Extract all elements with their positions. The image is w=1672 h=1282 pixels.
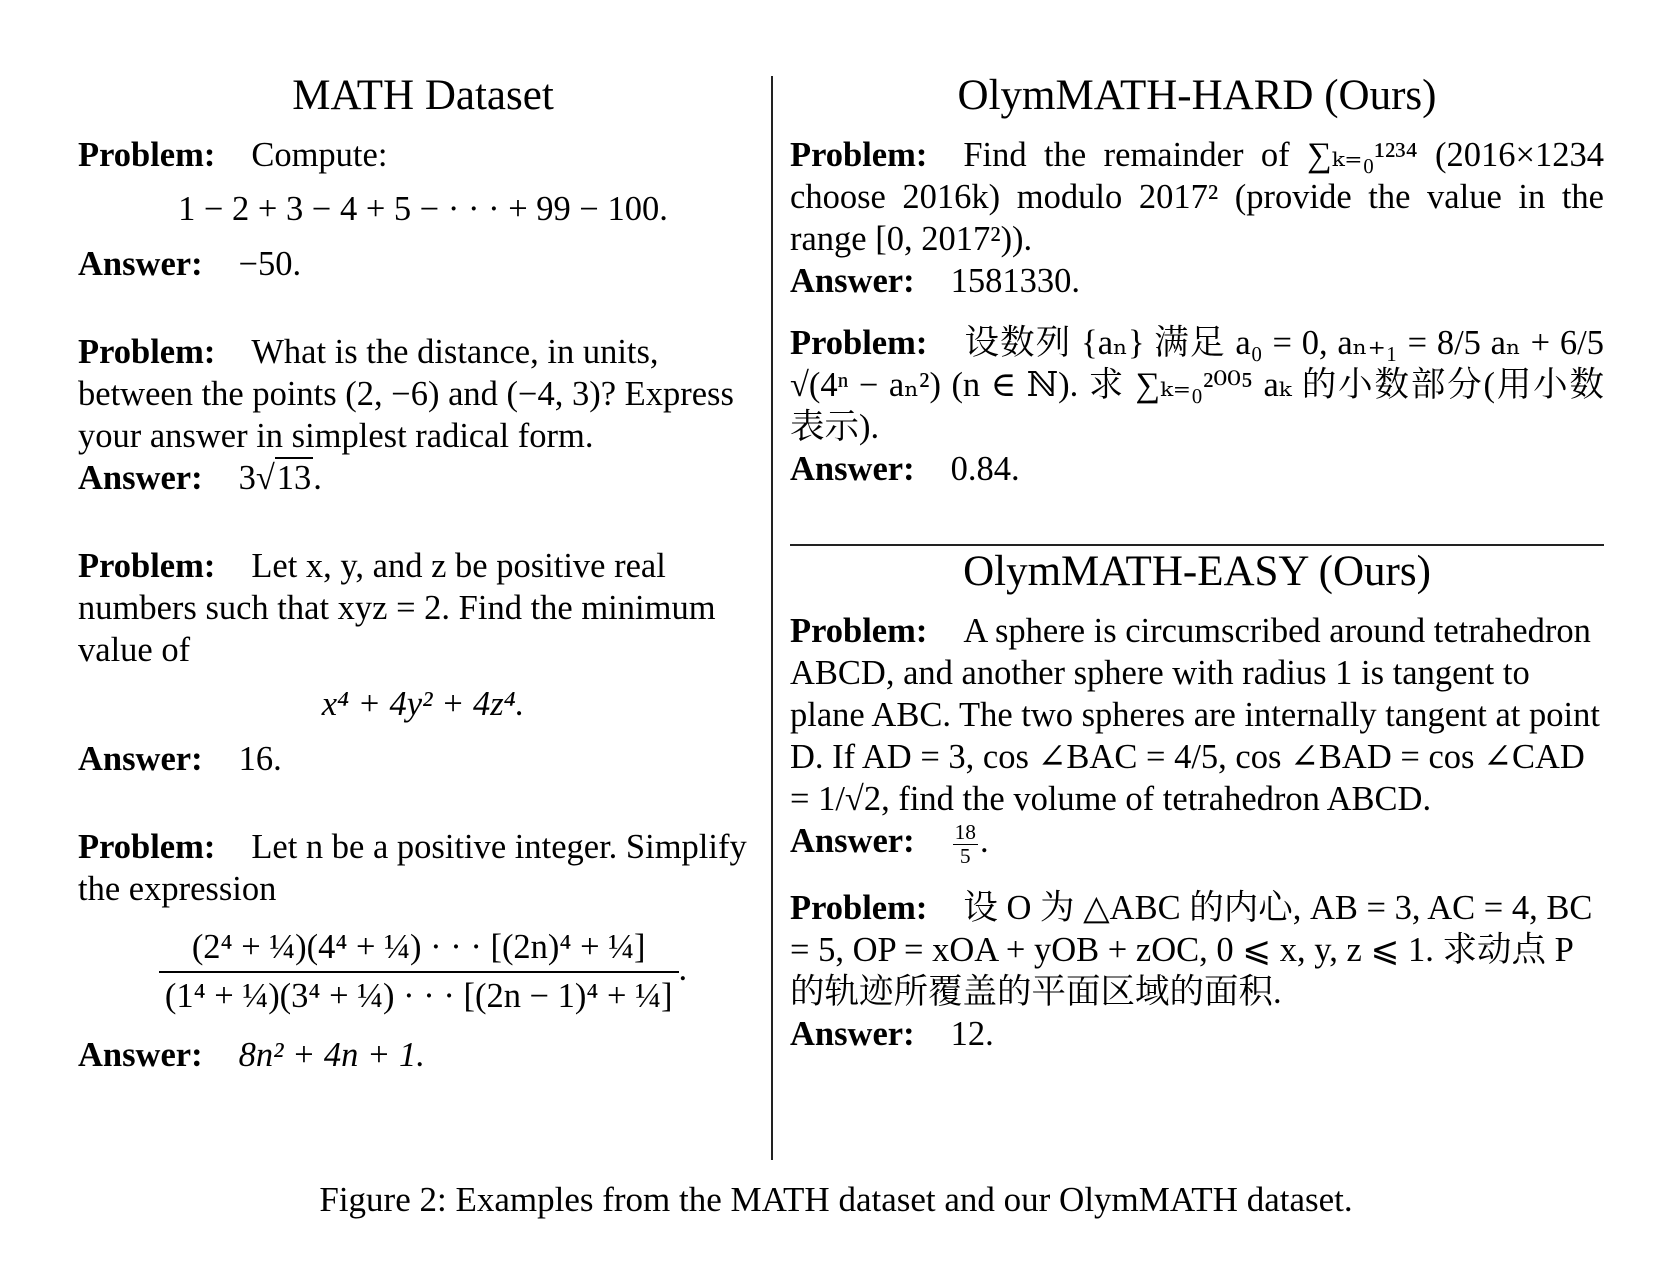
- problem-text: Let x, y, and z be positive real numbers such that xyz = 2. Find the minimum value of: [78, 547, 716, 669]
- answer-period: .: [313, 459, 322, 497]
- olymmath-column: [790, 70, 1604, 1055]
- answer-period: .: [979, 822, 989, 860]
- answer-label: Answer:: [790, 450, 915, 488]
- answer-numerator: 18: [954, 820, 976, 845]
- hard-problem-1: [790, 134, 1604, 260]
- answer-value: 8n² + 4n + 1.: [238, 1036, 425, 1074]
- answer-radicand: 13: [276, 459, 312, 497]
- easy-answer-2: [790, 1013, 1604, 1055]
- easy-answer-1: [790, 820, 1604, 867]
- display-period: .: [678, 949, 688, 988]
- answer-value: −50.: [238, 245, 302, 283]
- problem-text: What is the distance, in units, between the points (2, −6) and (−4, 3)? Express your answer in simplest radical form.: [78, 333, 734, 455]
- answer-2: [78, 457, 768, 499]
- answer-label: Answer:: [78, 740, 203, 778]
- answer-fraction: [953, 821, 978, 867]
- easy-problem-2: [790, 887, 1604, 1013]
- problem-text: Compute:: [251, 136, 388, 174]
- figure-caption: Figure 2: Examples from the MATH dataset and our OlymMATH dataset.: [319, 1180, 1353, 1219]
- answer-coefficient: 3: [238, 459, 256, 497]
- answer-value: 16.: [238, 740, 282, 778]
- answer-value: 0.84.: [950, 450, 1020, 488]
- problem-label: Problem:: [78, 136, 216, 174]
- problem-text: A sphere is circumscribed around tetrahedron ABCD, and another sphere with radius 1 is tangent to plane ABC. The two spheres are internally tangent at point D. If AD = 3, cos ∠BAC = 4/5, cos ∠BAD = cos ∠CAD = 1/√2, find the volume of tetrahedron ABCD.: [790, 612, 1600, 818]
- answer-label: Answer:: [78, 245, 203, 283]
- hard-answer-1: [790, 260, 1604, 302]
- answer-label: Answer:: [790, 262, 915, 300]
- problem-1: [78, 134, 768, 176]
- problem-label: Problem:: [790, 889, 928, 928]
- fraction-denominator: (1⁴ + ¼)(3⁴ + ¼) · · · [(2n − 1)⁴ + ¼]: [164, 977, 673, 1015]
- problem-3-display: x⁴ + 4y² + 4z⁴.: [321, 685, 525, 723]
- hard-answer-2: [790, 448, 1604, 490]
- answer-3: [78, 738, 768, 780]
- math-dataset-title: MATH Dataset: [292, 72, 554, 119]
- expression-fraction: [159, 924, 679, 1020]
- hard-problem-2: [790, 322, 1604, 448]
- answer-value: 1581330.: [950, 262, 1080, 300]
- math-dataset-column: [78, 70, 768, 1076]
- fraction-numerator: (2⁴ + ¼)(4⁴ + ¼) · · · [(2n)⁴ + ¼]: [159, 924, 679, 973]
- answer-label: Answer:: [78, 1036, 203, 1074]
- problem-label: Problem:: [790, 136, 928, 174]
- easy-problem-1: [790, 610, 1604, 820]
- olymmath-easy-title: OlymMATH-EASY (Ours): [963, 548, 1431, 595]
- answer-1: [78, 243, 768, 285]
- answer-4: [78, 1034, 768, 1076]
- sqrt-sign: √: [255, 459, 275, 497]
- problem-text: 设 O 为 △ABC 的内心, AB = 3, AC = 4, BC = 5, OP = xOA + yOB + zOC, 0 ⩽ x, y, z ⩽ 1. 求动点 P 的轨迹所覆盖的平面区域的面积.: [790, 889, 1593, 1012]
- problem-4: [78, 826, 768, 910]
- olymmath-hard-title: OlymMATH-HARD (Ours): [957, 72, 1437, 119]
- problem-label: Problem:: [78, 828, 216, 866]
- problem-2: [78, 331, 768, 457]
- problem-text: Let n be a positive integer. Simplify the expression: [78, 828, 747, 908]
- vertical-divider: [771, 76, 773, 1160]
- answer-denominator: 5: [959, 843, 971, 868]
- problem-text: 设数列 {aₙ} 满足 a₀ = 0, aₙ₊₁ = 8/5 aₙ + 6/5 √(4ⁿ − aₙ²) (n ∈ ℕ). 求 ∑ₖ₌₀²⁰⁰⁵ aₖ 的小数部分(用小数表示).: [790, 324, 1604, 446]
- problem-4-display: [78, 924, 768, 1020]
- problem-label: Problem:: [790, 324, 928, 362]
- problem-text: Find the remainder of ∑ₖ₌₀¹²³⁴ (2016×1234 choose 2016k) modulo 2017² (provide the value in the range [0, 2017²)).: [790, 136, 1604, 258]
- problem-label: Problem:: [78, 547, 216, 585]
- answer-value: 12.: [950, 1015, 994, 1054]
- answer-label: Answer:: [790, 1015, 915, 1054]
- problem-3: [78, 545, 768, 671]
- problem-1-display: 1 − 2 + 3 − 4 + 5 − · · · + 99 − 100.: [178, 190, 668, 228]
- problem-label: Problem:: [78, 333, 216, 371]
- problem-label: Problem:: [790, 612, 928, 650]
- answer-label: Answer:: [78, 459, 203, 497]
- answer-label: Answer:: [790, 822, 915, 860]
